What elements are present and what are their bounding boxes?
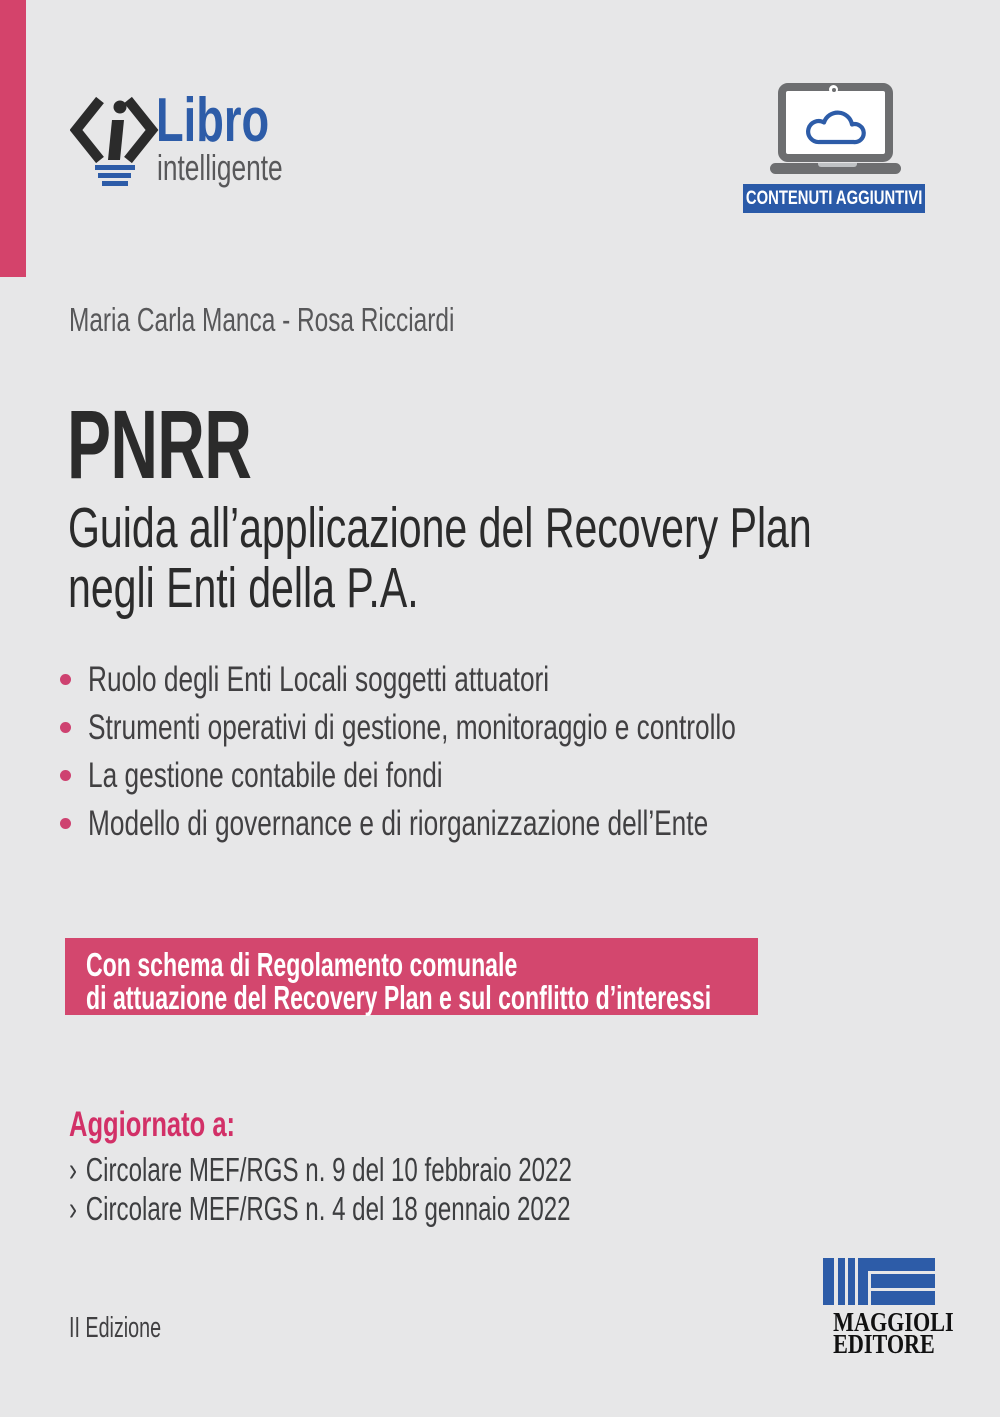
book-subtitle-line: negli Enti della P.A.	[68, 556, 419, 620]
feature-item-text: La gestione contabile dei fondi	[88, 756, 443, 795]
maggioli-editore-logo	[823, 1258, 954, 1359]
edition-label: II Edizione	[69, 1312, 162, 1344]
bullet-icon	[60, 722, 71, 733]
updates-section	[69, 1104, 758, 1228]
cloud-icon	[804, 101, 870, 147]
feature-list	[60, 658, 952, 850]
bullet-icon	[60, 674, 71, 685]
bullet-icon	[60, 818, 71, 829]
update-item	[69, 1150, 572, 1189]
highlight-banner	[65, 938, 758, 1015]
maggioli-logo-icon	[823, 1258, 935, 1305]
book-subtitle-line: Guida all’applicazione del Recovery Plan	[68, 496, 812, 560]
feature-item	[60, 754, 952, 802]
update-item	[69, 1189, 572, 1228]
chevron-marker: ›	[69, 1151, 78, 1188]
feature-item	[60, 706, 952, 754]
book-subtitle	[68, 498, 1000, 618]
feature-item-text: Ruolo degli Enti Locali soggetti attuatori	[88, 660, 550, 699]
libro-logo-title: Libro	[156, 86, 270, 155]
bullet-icon	[60, 770, 71, 781]
update-item-text: Circolare MEF/RGS n. 9 del 10 febbraio 2022	[85, 1151, 572, 1188]
chevron-marker: ›	[69, 1190, 78, 1227]
libro-logo-icon	[70, 96, 160, 191]
feature-item	[60, 802, 952, 850]
feature-item	[60, 658, 952, 706]
libro-intelligente-logo	[70, 86, 310, 196]
update-item-text: Circolare MEF/RGS n. 4 del 18 gennaio 2022	[85, 1190, 571, 1227]
feature-item-text: Modello di governance e di riorganizzazione dell’Ente	[88, 804, 709, 843]
highlight-banner-line: di attuazione del Recovery Plan e sul conflitto d’interessi	[86, 979, 712, 1016]
publisher-name-line: EDITORE	[833, 1329, 935, 1359]
libro-logo-tagline: intelligente	[157, 147, 283, 188]
book-title-text: PNRR	[67, 390, 252, 499]
spine-accent-bar	[0, 0, 26, 277]
extras-badge-label: CONTENUTI AGGIUNTIVI	[745, 187, 923, 209]
updates-heading: Aggiornato a:	[69, 1105, 236, 1144]
feature-item-text: Strumenti operativi di gestione, monitoraggio e controllo	[88, 708, 736, 747]
extras-badge	[743, 184, 925, 213]
highlight-banner-line: Con schema di Regolamento comunale	[86, 946, 518, 983]
laptop-camera-dot	[829, 85, 838, 94]
laptop-base-notch	[818, 163, 857, 167]
book-title	[67, 390, 338, 499]
authors: Maria Carla Manca - Rosa Ricciardi	[69, 301, 455, 338]
publisher-name-line: MAGGIOLI	[833, 1307, 954, 1337]
